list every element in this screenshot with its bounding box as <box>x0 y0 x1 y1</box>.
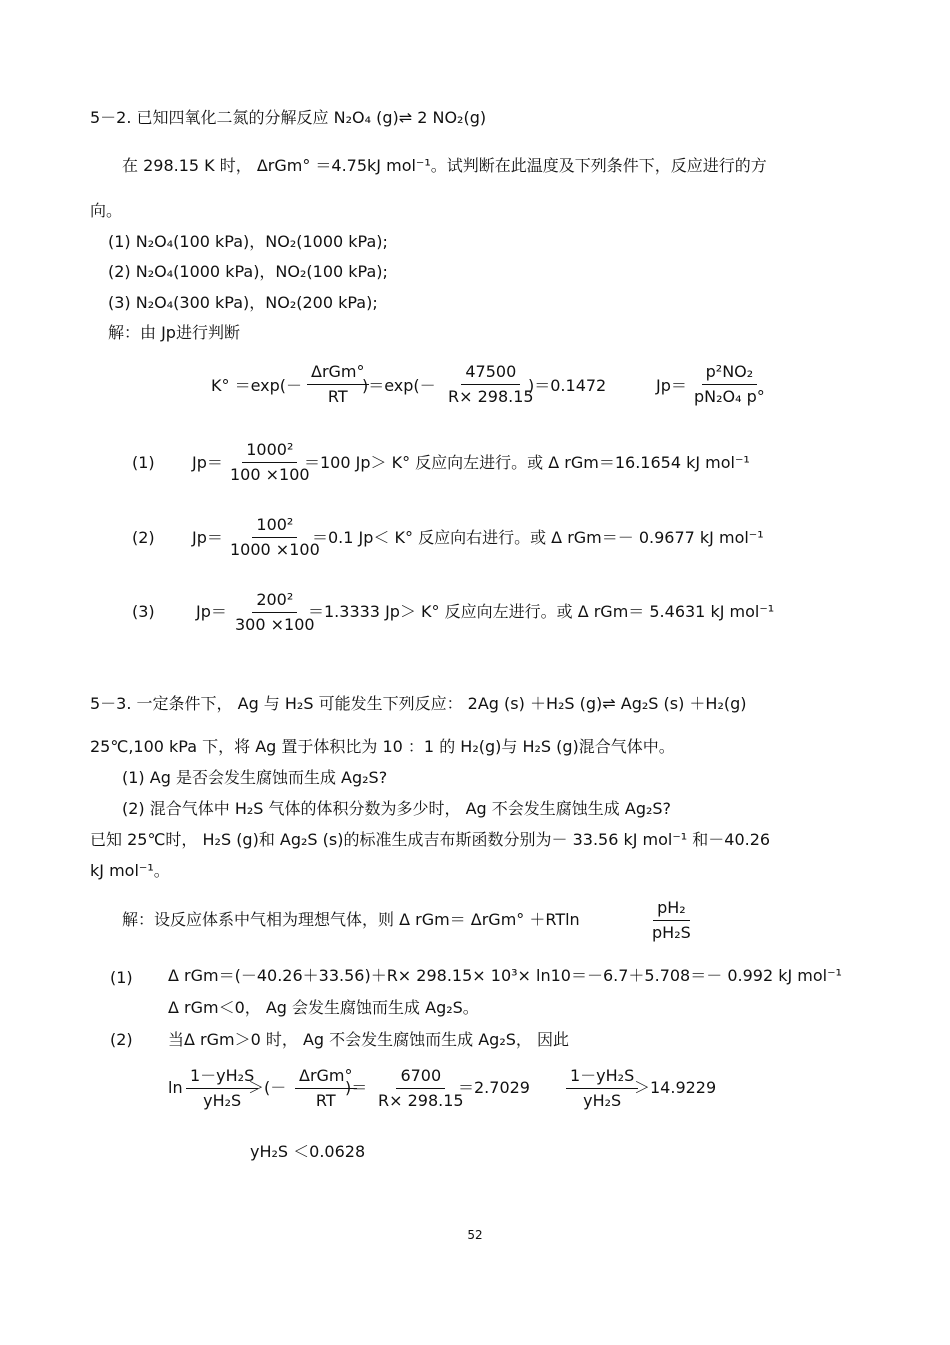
pressure-ratio-num: pH₂ <box>653 898 690 921</box>
ineq-fraction-3-num: 6700 <box>396 1066 445 1089</box>
k-fraction-2 <box>444 362 538 407</box>
case-2-result: ＝0.1 Jp＜ K° 反应向右进行。或 Δ rGm＝－ 0.9677 kJ mol⁻¹ <box>312 528 764 547</box>
k-fraction-1-num: ΔrGm° <box>307 362 369 385</box>
k-eq-part2: )＝exp(－ <box>362 376 436 395</box>
case-1-num: 1000² <box>242 440 297 463</box>
ineq-fraction-1-num: 1－yH₂S <box>186 1066 258 1089</box>
ineq-fraction-4 <box>566 1066 638 1111</box>
case-2-label: (2) <box>132 528 155 547</box>
case-1-jp: Jp＝ <box>192 453 223 472</box>
ineq-ln: ln <box>168 1078 183 1097</box>
condition-2: (2) N₂O₄(1000 kPa)，NO₂(100 kPa); <box>108 262 388 281</box>
answer-1-calc: Δ rGm＝(－40.26＋33.56)＋R× 298.15× 10³× ln10＝－6.7＋5.708＝－ 0.992 kJ mol⁻¹ <box>168 966 842 985</box>
ineq-final: ＞14.9229 <box>634 1078 717 1097</box>
answer-2-text: 当Δ rGm＞0 时， Ag 不会发生腐蚀而生成 Ag₂S， 因此 <box>168 1030 569 1049</box>
question-2: (2) 混合气体中 H₂S 气体的体积分数为多少时， Ag 不会发生腐蚀生成 Ag₂S? <box>122 799 672 818</box>
case-3-fraction <box>231 590 319 635</box>
ineq-part2: ＞(－ <box>248 1078 287 1097</box>
case-1-den: 100 ×100 <box>230 465 310 484</box>
problem-5-2-statement-cont: 向。 <box>90 201 123 220</box>
k-fraction-2-num: 47500 <box>461 362 520 385</box>
ineq-fraction-1-den: yH₂S <box>203 1091 242 1110</box>
ineq-fraction-4-den: yH₂S <box>583 1091 622 1110</box>
solution-setup: 解：设反应体系中气相为理想气体，则 Δ rGm＝ ΔrGm° ＋RTln <box>122 910 580 929</box>
case-3-num: 200² <box>252 590 297 613</box>
k-fraction-1-den: RT <box>327 387 348 406</box>
question-1: (1) Ag 是否会发生腐蚀而生成 Ag₂S? <box>122 768 388 787</box>
answer-2-label: (2) <box>110 1030 133 1049</box>
case-3-jp: Jp＝ <box>196 602 227 621</box>
given-data-cont: kJ mol⁻¹。 <box>90 861 170 880</box>
given-data: 已知 25℃时， H₂S (g)和 Ag₂S (s)的标准生成吉布斯函数分别为－ 33.56 kJ mol⁻¹ 和－40.26 <box>90 830 771 849</box>
case-2-jp: Jp＝ <box>192 528 223 547</box>
k-eq-result: )＝0.1472 <box>528 376 607 395</box>
pressure-ratio-fraction <box>648 898 695 943</box>
jp-fraction-num: p²NO₂ <box>702 362 758 385</box>
problem-5-3-conditions: 25℃,100 kPa 下，将 Ag 置于体积比为 10 ：1 的 H₂(g)与 H₂S (g)混合气体中。 <box>90 737 675 756</box>
ineq-fraction-4-num: 1－yH₂S <box>566 1066 638 1089</box>
ineq-fraction-2-den: RT <box>315 1091 336 1110</box>
problem-5-2-statement: 在 298.15 K 时， ΔrGm° ＝4.75kJ mol⁻¹。试判断在此温度及下列条件下，反应进行的方 <box>122 156 767 175</box>
solution-intro: 解：由 Jp进行判断 <box>108 323 240 342</box>
ineq-fraction-3 <box>374 1066 468 1111</box>
problem-5-3-heading: 5－3. 一定条件下， Ag 与 H₂S 可能发生下列反应： 2Ag (s) ＋H₂S (g)⇌ Ag₂S (s) ＋H₂(g) <box>90 694 747 713</box>
page-number: 52 <box>467 1228 483 1242</box>
problem-5-2-heading: 5－2. 已知四氧化二氮的分解反应 N₂O₄ (g)⇌ 2 NO₂(g) <box>90 108 487 127</box>
ineq-part3: )＝ <box>345 1078 368 1097</box>
jp-fraction <box>690 362 769 407</box>
jp-label: Jp＝ <box>656 376 687 395</box>
case-2-den: 1000 ×100 <box>230 540 320 559</box>
case-1-result: ＝100 Jp＞ K° 反应向左进行。或 Δ rGm＝16.1654 kJ mol⁻¹ <box>304 453 750 472</box>
ineq-result: ＝2.7029 <box>458 1078 530 1097</box>
ineq-fraction-3-den: R× 298.15 <box>378 1091 464 1110</box>
case-3-label: (3) <box>132 602 155 621</box>
answer-1-label: (1) <box>110 968 133 987</box>
k-fraction-2-den: R× 298.15 <box>448 387 534 406</box>
pressure-ratio-den: pH₂S <box>652 923 691 942</box>
case-2-fraction <box>226 515 324 560</box>
k-eq-part1: K° ＝exp(－ <box>211 376 303 395</box>
case-2-num: 100² <box>252 515 297 538</box>
final-answer: yH₂S ＜0.0628 <box>250 1142 366 1161</box>
case-3-den: 300 ×100 <box>235 615 315 634</box>
case-1-fraction <box>226 440 314 485</box>
ineq-fraction-2-num: ΔrGm° <box>295 1066 357 1089</box>
condition-1: (1) N₂O₄(100 kPa)，NO₂(1000 kPa); <box>108 232 388 251</box>
answer-1-conclusion: Δ rGm＜0， Ag 会发生腐蚀而生成 Ag₂S。 <box>168 998 479 1017</box>
condition-3: (3) N₂O₄(300 kPa)，NO₂(200 kPa); <box>108 293 378 312</box>
jp-fraction-den: pN₂O₄ p° <box>694 387 765 406</box>
k-fraction-1 <box>307 362 369 407</box>
case-1-label: (1) <box>132 453 155 472</box>
case-3-result: ＝1.3333 Jp＞ K° 反应向左进行。或 Δ rGm＝ 5.4631 kJ mol⁻¹ <box>308 602 775 621</box>
